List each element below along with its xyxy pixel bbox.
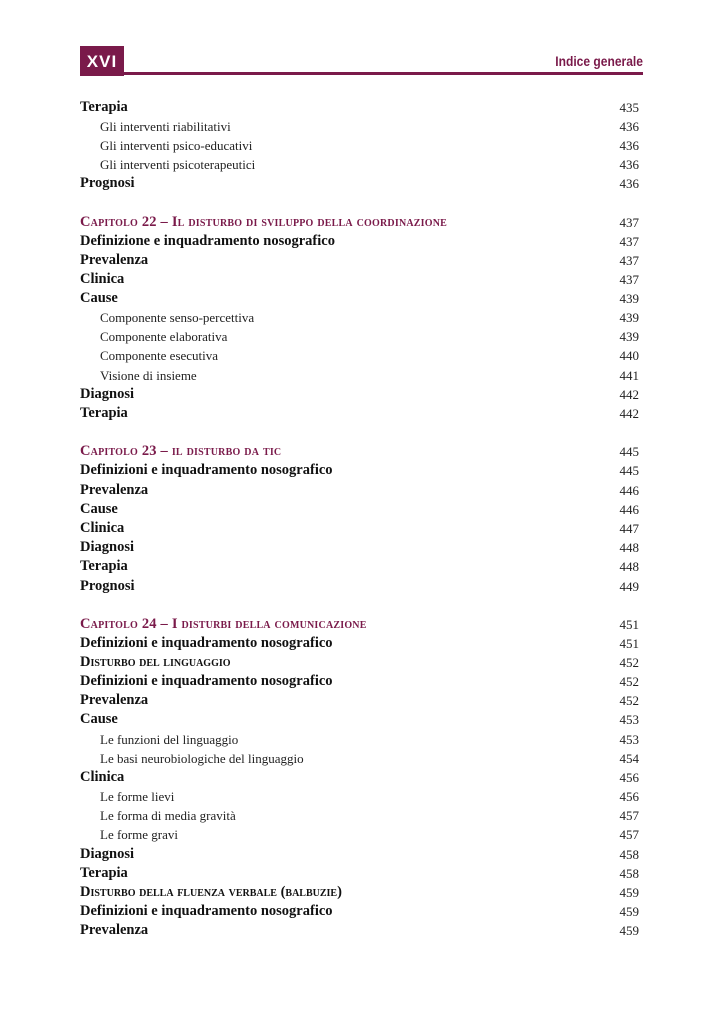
entry-title: Cause — [80, 711, 118, 727]
entry-title: Diagnosi — [80, 386, 134, 402]
page-number: 451 — [619, 636, 639, 651]
entry-title: Cause — [80, 501, 118, 517]
entry-title: Terapia — [80, 558, 128, 574]
toc-row — [80, 232, 639, 251]
toc-row — [80, 481, 639, 500]
toc-row — [80, 883, 639, 902]
entry-title: Componente senso-percettiva — [100, 310, 255, 325]
entry-title: Componente esecutiva — [100, 348, 219, 363]
page-number: 435 — [619, 100, 639, 115]
toc-row — [80, 710, 639, 729]
page-number: 457 — [619, 808, 639, 823]
toc-row — [80, 577, 639, 596]
toc-row — [80, 538, 639, 557]
toc-row — [80, 825, 639, 844]
page-number: 452 — [619, 693, 639, 708]
toc-row — [80, 672, 639, 691]
entry-title: Prognosi — [80, 578, 135, 594]
toc-row — [80, 98, 639, 117]
toc-row — [80, 749, 639, 768]
page-number: 439 — [619, 310, 639, 325]
page-number: 437 — [619, 253, 639, 268]
entry-title: Gli interventi psico-educativi — [100, 138, 253, 153]
entry-title: Gli interventi psicoterapeutici — [100, 157, 256, 172]
page-number: 436 — [619, 157, 639, 172]
header-page-number: XVI — [86, 52, 118, 71]
toc-row — [80, 806, 639, 825]
entry-title: Terapia — [80, 99, 128, 115]
page-number: 439 — [619, 291, 639, 306]
toc-row — [80, 366, 639, 385]
page-number: 459 — [619, 904, 639, 919]
page-number: 436 — [619, 119, 639, 134]
toc-row — [80, 768, 639, 787]
page-number: 454 — [619, 751, 639, 766]
toc-row — [80, 251, 639, 270]
entry-title: Le basi neurobiologiche del linguaggio — [100, 751, 304, 766]
toc-row — [80, 385, 639, 404]
page-number: 446 — [619, 483, 639, 498]
entry-title: Diagnosi — [80, 539, 134, 555]
entry-title: Prevalenza — [80, 252, 149, 268]
entry-title: Componente elaborativa — [100, 329, 228, 344]
entry-title: Definizioni e inquadramento nosografico — [80, 903, 333, 919]
entry-title: Terapia — [80, 405, 128, 421]
entry-title: Le funzioni del linguaggio — [100, 732, 239, 747]
entry-title: Le forma di media gravità — [100, 808, 236, 823]
page-number: 442 — [619, 406, 639, 421]
chapter-title: Capitolo 22 – Il disturbo di sviluppo della coordinazione — [80, 214, 448, 230]
page-number: 437 — [619, 272, 639, 287]
page-number: 457 — [619, 827, 639, 842]
toc-row — [80, 557, 639, 576]
page-number: 439 — [619, 329, 639, 344]
entry-title: Prevalenza — [80, 922, 149, 938]
toc-row — [80, 346, 639, 365]
toc-row — [80, 174, 639, 193]
toc-chapter-row — [80, 442, 639, 461]
entry-title: Cause — [80, 290, 118, 306]
page-number: 445 — [619, 463, 639, 478]
page-number: 437 — [619, 234, 639, 249]
entry-title: Disturbo del linguaggio — [80, 654, 231, 670]
page-number: 459 — [619, 885, 639, 900]
chapter-title: Capitolo 24 – I disturbi della comunicazione — [80, 616, 367, 632]
page-number: 452 — [619, 674, 639, 689]
toc-chapter-row — [80, 615, 639, 634]
toc-row — [80, 155, 639, 174]
entry-title: Definizione e inquadramento nosografico — [80, 233, 335, 249]
toc-row — [80, 461, 639, 480]
entry-title: Clinica — [80, 271, 125, 287]
entry-title: Gli interventi riabilitativi — [100, 119, 231, 134]
page-number: 458 — [619, 866, 639, 881]
page-number: 453 — [619, 712, 639, 727]
entry-title: Visione di insieme — [100, 368, 197, 383]
toc-row — [80, 730, 639, 749]
toc-row — [80, 500, 639, 519]
toc-chapter-row — [80, 213, 639, 232]
entry-title: Prognosi — [80, 175, 135, 191]
toc-row — [80, 327, 639, 346]
toc-row — [80, 634, 639, 653]
toc-row — [80, 117, 639, 136]
entry-title: Prevalenza — [80, 692, 149, 708]
toc-row — [80, 691, 639, 710]
toc-row — [80, 519, 639, 538]
page-number: 456 — [619, 770, 639, 785]
page-number: 459 — [619, 923, 639, 938]
page-number: 449 — [619, 579, 639, 594]
entry-title: Le forme gravi — [100, 827, 178, 842]
toc-row — [80, 787, 639, 806]
page-number: 451 — [619, 617, 639, 632]
toc-row — [80, 902, 639, 921]
page-number: 436 — [619, 176, 639, 191]
page-number: 448 — [619, 559, 639, 574]
page-number: 458 — [619, 847, 639, 862]
entry-title: Clinica — [80, 769, 125, 785]
toc-row — [80, 864, 639, 883]
toc-row — [80, 289, 639, 308]
page-number: 440 — [619, 348, 639, 363]
toc-row — [80, 653, 639, 672]
page-number: 452 — [619, 655, 639, 670]
toc-row — [80, 404, 639, 423]
toc-row — [80, 845, 639, 864]
toc-row — [80, 270, 639, 289]
toc-row — [80, 921, 639, 940]
toc-row — [80, 308, 639, 327]
page-number: 453 — [619, 732, 639, 747]
entry-title: Clinica — [80, 520, 125, 536]
header-rule — [124, 72, 643, 75]
page-number: 445 — [619, 444, 639, 459]
entry-title: Le forme lievi — [100, 789, 175, 804]
entry-title: Terapia — [80, 865, 128, 881]
entry-title: Disturbo della fluenza verbale (balbuzie) — [80, 884, 342, 900]
entry-title: Diagnosi — [80, 846, 134, 862]
page-number: 442 — [619, 387, 639, 402]
entry-title: Definizioni e inquadramento nosografico — [80, 462, 333, 478]
chapter-title: Capitolo 23 – il disturbo da tic — [80, 443, 282, 459]
toc-row — [80, 136, 639, 155]
header-title: Indice generale — [555, 53, 643, 69]
page-number: 446 — [619, 502, 639, 517]
entry-title: Prevalenza — [80, 482, 149, 498]
page-number: 436 — [619, 138, 639, 153]
header-page-number-box — [80, 46, 124, 76]
page-number: 447 — [619, 521, 639, 536]
page-number: 437 — [619, 215, 639, 230]
entry-title: Definizioni e inquadramento nosografico — [80, 635, 333, 651]
page-number: 456 — [619, 789, 639, 804]
page-number: 448 — [619, 540, 639, 555]
page-number: 441 — [619, 368, 639, 383]
entry-title: Definizioni e inquadramento nosografico — [80, 673, 333, 689]
